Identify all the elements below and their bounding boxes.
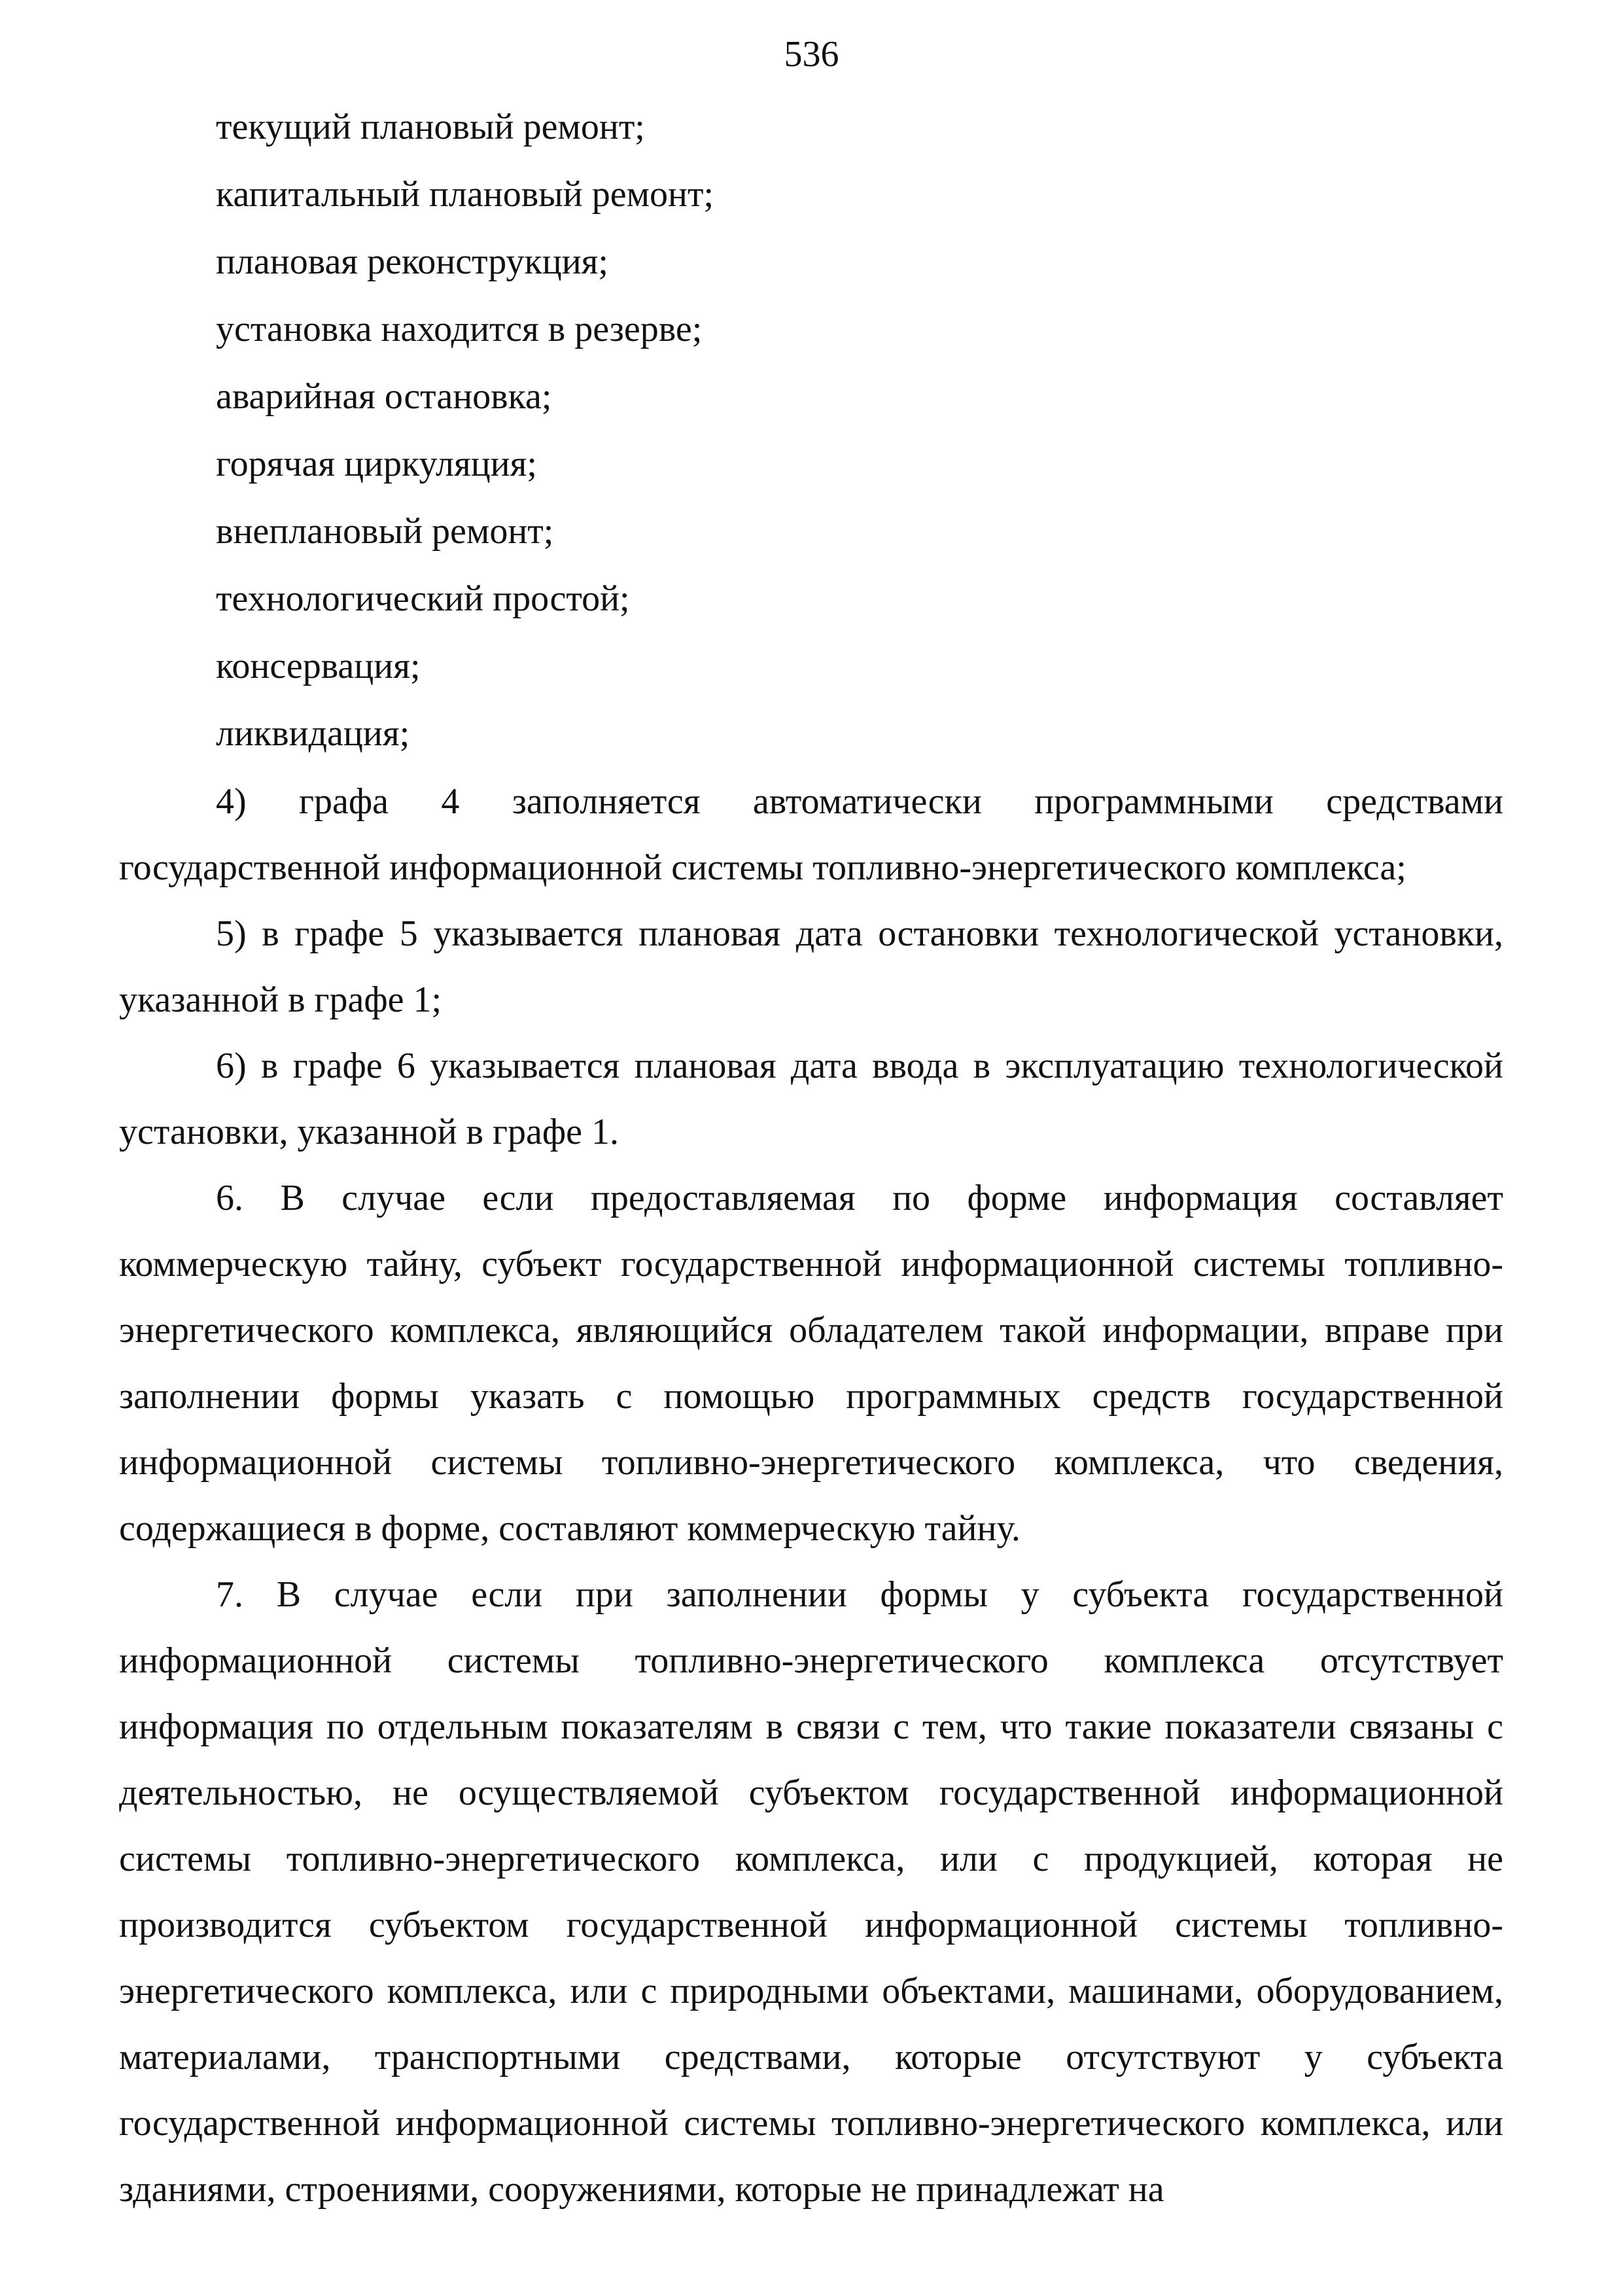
page-number: 536 [784, 34, 839, 75]
list-item: текущий плановый ремонт; [216, 107, 645, 147]
list-item: аварийная остановка; [216, 376, 552, 417]
list-item: установка находится в резерве; [216, 309, 703, 349]
status-list [119, 94, 1503, 768]
paragraph-item-6: 6) в графе 6 указывается плановая дата ввода в эксплуатацию технологической установки, указанной в графе 1. [119, 1046, 1503, 1152]
list-item: капитальный плановый ремонт; [216, 174, 714, 215]
list-item: внеплановый ремонт; [216, 511, 554, 552]
list-item: технологический простой; [216, 578, 630, 619]
paragraph-item-4: 4) графа 4 заполняется автоматически программными средствами государственной информационной системы топливно-энергетического комплекса; [119, 781, 1503, 888]
document-body [119, 94, 1503, 2223]
paragraph-section-6: 6. В случае если предоставляемая по форме информация составляет коммерческую тайну, субъект государственной информационной системы топливно-энергетического комплекса, являющийся обладателем такой информации, вправе при заполнении формы указать с помощью программных средств государственной информационной системы топливно-энергетического комплекса, что сведения, содержащиеся в форме, составляют коммерческую тайну. [119, 1178, 1503, 1549]
list-item: консервация; [216, 646, 421, 686]
paragraph-section-7: 7. В случае если при заполнении формы у субъекта государственной информационной системы топливно-энергетического комплекса отсутствует информация по отдельным показателям в связи с тем, что такие показатели связаны с деятельностью, не осуществляемой субъектом государственной информационной системы топливно-энергетического комплекса, или с продукцией, которая не производится субъектом государственной информационной системы топливно-энергетического комплекса, или с природными объектами, машинами, оборудованием, материалами, транспортными средствами, которые отсутствуют у субъекта государственной информационной системы топливно-энергетического комплекса, или зданиями, строениями, сооружениями, которые не принадлежат на [119, 1574, 1503, 2210]
list-item: горячая циркуляция; [216, 444, 537, 484]
list-item: плановая реконструкция; [216, 241, 608, 282]
list-item: ликвидация; [216, 713, 410, 754]
paragraph-item-5: 5) в графе 5 указывается плановая дата остановки технологической установки, указанной в графе 1; [119, 913, 1503, 1020]
